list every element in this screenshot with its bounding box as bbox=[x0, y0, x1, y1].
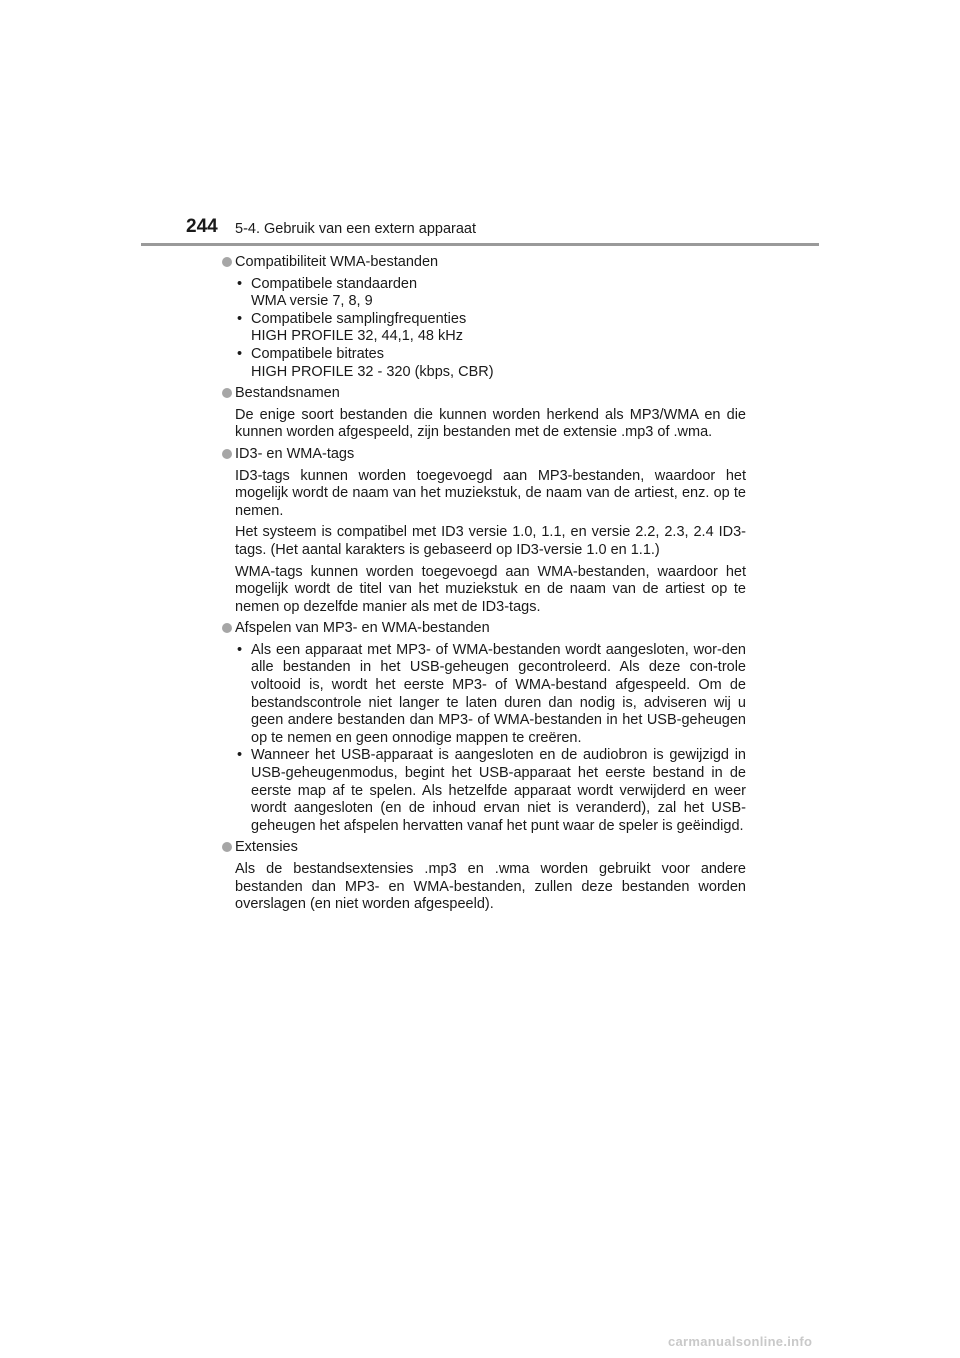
page-header bbox=[0, 0, 960, 250]
list-dot-icon: • bbox=[237, 310, 243, 327]
section-title: 5-4. Gebruik van een extern apparaat bbox=[235, 221, 477, 237]
item-title: ID3- en WMA-tags bbox=[235, 445, 355, 462]
item-title: Bestandsnamen bbox=[235, 385, 340, 402]
bullet-icon bbox=[222, 449, 232, 459]
section-item bbox=[222, 254, 746, 381]
item-title: Extensies bbox=[235, 839, 298, 856]
list-item-text: Compatibele standaarden bbox=[251, 275, 418, 292]
list-item bbox=[235, 747, 746, 835]
page-content bbox=[222, 254, 746, 918]
item-title: Compatibiliteit WMA-bestanden bbox=[235, 254, 439, 270]
list-item bbox=[235, 346, 746, 381]
item-paragraph: WMA-tags kunnen worden toegevoegd aan WMA-bestanden, waardoor het mogelijk wordt de titel van het muziekstuk en de naam van de artiest op te nemen op dezelfde manier als met de ID3-tags. bbox=[235, 563, 746, 615]
list-dot-icon: • bbox=[237, 641, 243, 658]
item-title: Afspelen van MP3- en WMA-bestanden bbox=[235, 620, 490, 637]
list-item-detail: HIGH PROFILE 32, 44,1, 48 kHz bbox=[251, 328, 463, 345]
list-item-text: Wanneer het USB-apparaat is aangesloten en de audiobron is gewijzigd in USB-geheugenmodus, begint het USB-apparaat het eerste bestand in de eerste map af te spelen. Als hetzelfde apparaat wordt verwijderd en weer wordt aangesloten (en de inhoud ervan niet is veranderd), zal het USB-geheugen het afspelen hervatten vanaf het punt waar de speler is geëindigd. bbox=[251, 747, 746, 834]
section-item bbox=[222, 385, 746, 442]
list-item bbox=[235, 276, 746, 311]
watermark-logo: carmanualsonline.info bbox=[668, 1334, 813, 1349]
item-paragraph: Als de bestandsextensies .mp3 en .wma worden gebruikt voor andere bestanden dan MP3- en WMA-bestanden, zullen deze bestanden worden overslagen (en niet worden afgespeeld). bbox=[235, 861, 746, 913]
sub-list bbox=[235, 276, 746, 382]
bullet-icon bbox=[222, 623, 232, 633]
list-item bbox=[235, 642, 746, 748]
list-dot-icon: • bbox=[237, 345, 243, 362]
sub-list bbox=[235, 642, 746, 836]
list-dot-icon: • bbox=[237, 747, 243, 764]
list-dot-icon: • bbox=[237, 275, 243, 292]
header-divider bbox=[141, 243, 819, 246]
bullet-icon bbox=[222, 842, 232, 852]
section-item bbox=[222, 446, 746, 616]
item-paragraph: De enige soort bestanden die kunnen worden herkend als MP3/WMA en die kunnen worden afgespeeld, zijn bestanden met de extensie .mp3 of .wma. bbox=[235, 406, 746, 441]
section-item bbox=[222, 620, 746, 835]
item-paragraph: Het systeem is compatibel met ID3 versie 1.0, 1.1, en versie 2.2, 2.3, 2.4 ID3-tags. (Het aantal karakters is gebaseerd op ID3-versie 1.0 en 1.1.) bbox=[235, 524, 746, 558]
bullet-icon bbox=[222, 388, 232, 398]
list-item bbox=[235, 311, 746, 346]
item-paragraph: ID3-tags kunnen worden toegevoegd aan MP3-bestanden, waardoor het mogelijk wordt de naam van het muziekstuk, de naam van de artiest, enz. op te nemen. bbox=[235, 467, 746, 519]
section-item bbox=[222, 839, 746, 913]
page-number: 244 bbox=[186, 216, 218, 237]
list-item-detail: WMA versie 7, 8, 9 bbox=[251, 293, 373, 310]
list-item-text: Compatibele samplingfrequenties bbox=[251, 310, 467, 327]
list-item-text: Compatibele bitrates bbox=[251, 345, 384, 362]
list-item-detail: HIGH PROFILE 32 - 320 (kbps, CBR) bbox=[251, 363, 494, 380]
list-item-text: Als een apparaat met MP3- of WMA-bestanden wordt aangesloten, wor-den alle bestanden in het USB-geheugen gecontroleerd. Als deze con-trole voltooid is, wordt het eerste MP3- of WMA-bestand afgespeeld. Om de bestandscontrole niet langer te laten duren dan nodig is, adviseren wij u geen andere bestanden dan MP3- of WMA-bestanden in het USB-geheugen op te nemen en geen onnodige mappen te creëren. bbox=[251, 641, 746, 746]
bullet-icon bbox=[222, 257, 232, 267]
